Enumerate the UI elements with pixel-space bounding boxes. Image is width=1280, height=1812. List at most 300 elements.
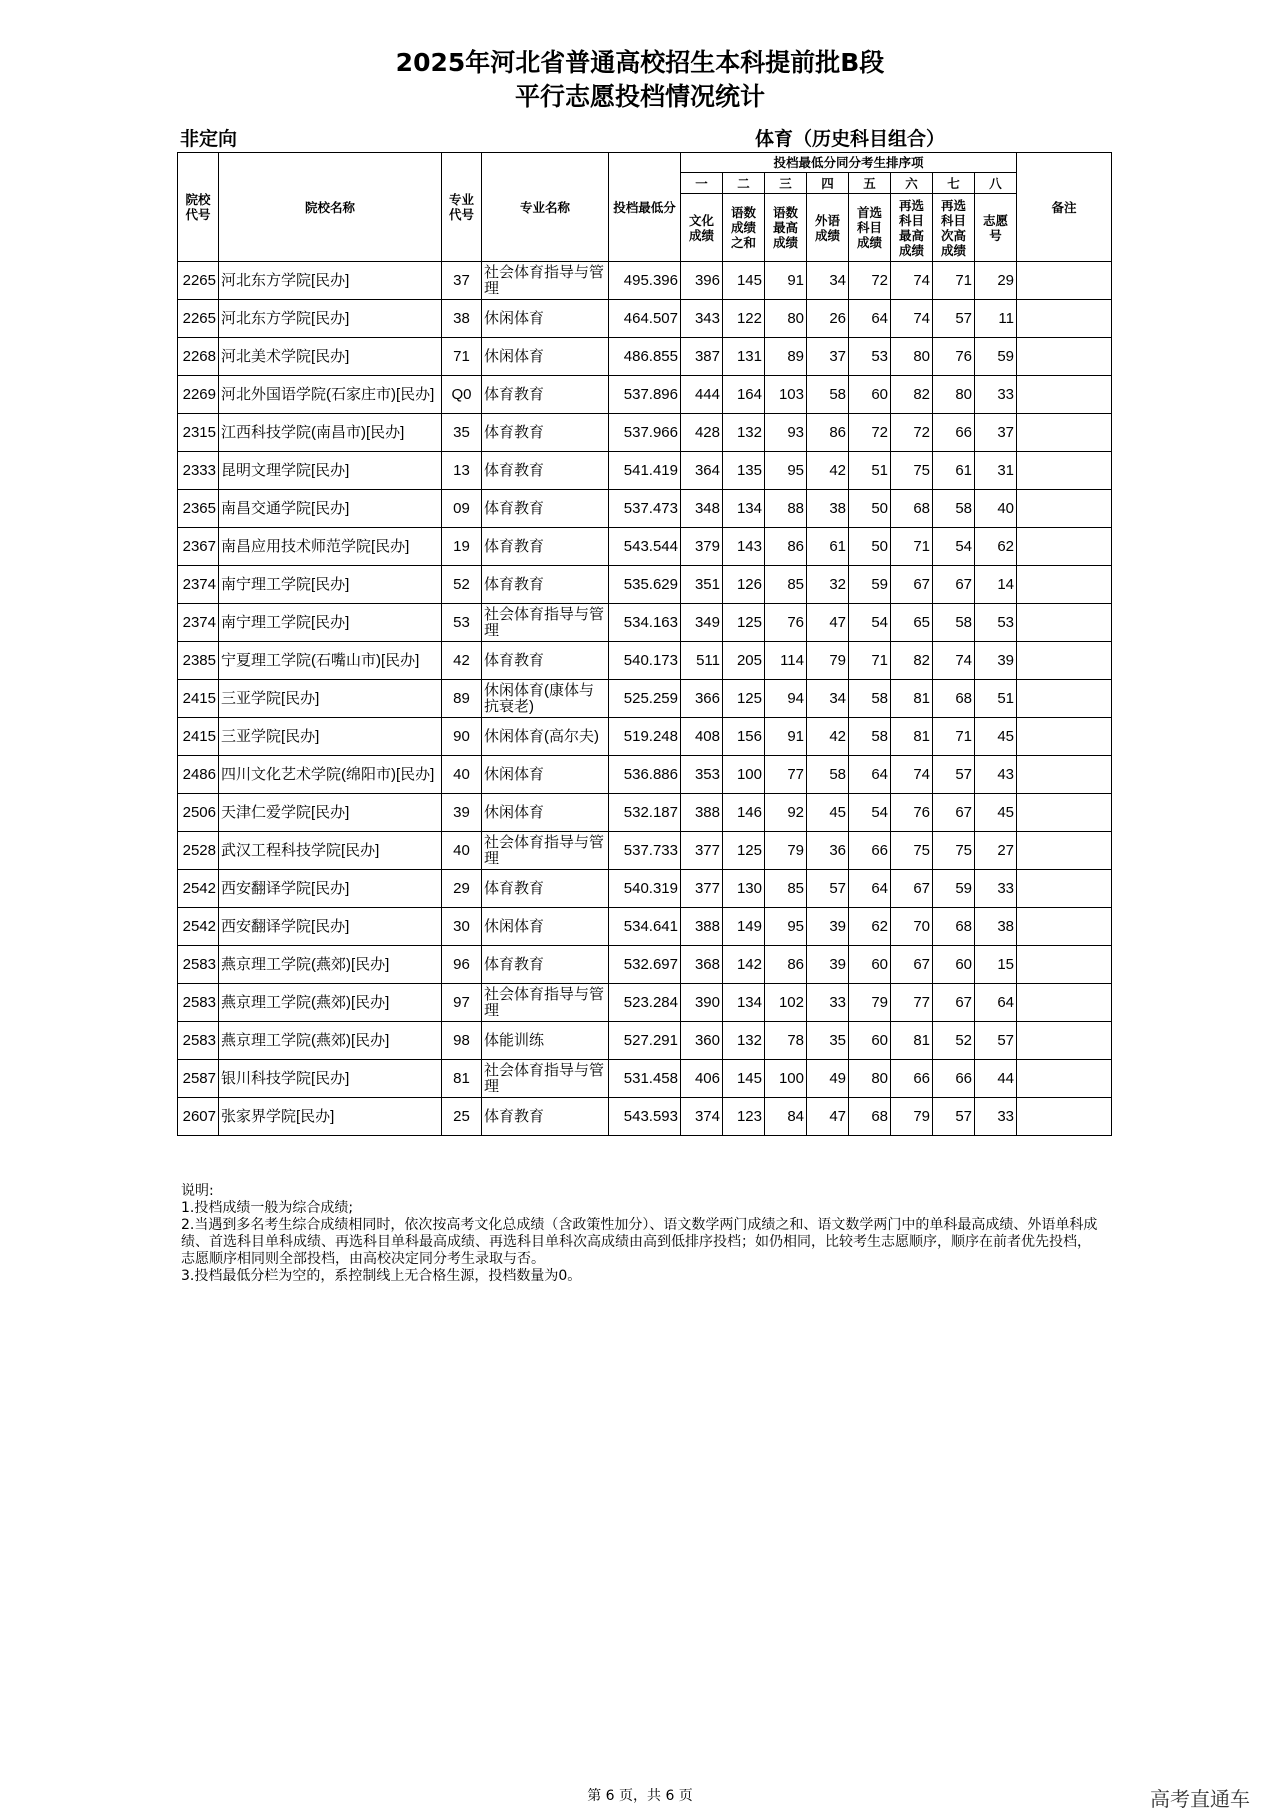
cell-min-score: 486.855: [609, 338, 681, 376]
cell-sort-item-8: 29: [975, 262, 1017, 300]
cell-sort-item-7: 66: [933, 1060, 975, 1098]
cell-major-name: 社会体育指导与管理: [482, 984, 609, 1022]
header-sort-item-7: 再选科目次高成绩: [933, 194, 975, 262]
cell-school-code: 2365: [178, 490, 219, 528]
cell-sort-item-7: 68: [933, 908, 975, 946]
cell-major-name: 休闲体育: [482, 300, 609, 338]
cell-major-name: 社会体育指导与管理: [482, 1060, 609, 1098]
cell-sort-item-6: 75: [891, 452, 933, 490]
table-row: [178, 794, 1112, 832]
cell-sort-item-4: 34: [807, 262, 849, 300]
cell-min-score: 523.284: [609, 984, 681, 1022]
cell-sort-item-5: 72: [849, 414, 891, 452]
cell-sort-item-6: 66: [891, 1060, 933, 1098]
cell-sort-item-3: 86: [765, 946, 807, 984]
cell-major-code: 19: [442, 528, 482, 566]
note-line: 说明:: [181, 1183, 214, 1199]
cell-sort-item-3: 100: [765, 1060, 807, 1098]
cell-major-code: 71: [442, 338, 482, 376]
cell-school-code: 2542: [178, 870, 219, 908]
cell-major-code: 90: [442, 718, 482, 756]
header-rank-7: 七: [933, 173, 975, 194]
header-rank-1: 一: [681, 173, 723, 194]
cell-major-name: 社会体育指导与管理: [482, 832, 609, 870]
cell-sort-item-8: 53: [975, 604, 1017, 642]
cell-sort-item-4: 33: [807, 984, 849, 1022]
cell-sort-item-1: 374: [681, 1098, 723, 1136]
cell-sort-item-8: 45: [975, 718, 1017, 756]
cell-school-name: 河北东方学院[民办]: [219, 300, 442, 338]
cell-sort-item-4: 34: [807, 680, 849, 718]
cell-major-name: 体育教育: [482, 946, 609, 984]
cell-sort-item-7: 66: [933, 414, 975, 452]
cell-sort-item-4: 58: [807, 376, 849, 414]
cell-major-code: 52: [442, 566, 482, 604]
cell-sort-item-6: 77: [891, 984, 933, 1022]
cell-remark: [1017, 338, 1112, 376]
header-remark: 备注: [1017, 153, 1112, 262]
header-sort-item-2: 语数成绩之和: [723, 194, 765, 262]
cell-major-code: 40: [442, 832, 482, 870]
cell-sort-item-5: 79: [849, 984, 891, 1022]
cell-sort-item-3: 88: [765, 490, 807, 528]
cell-sort-item-5: 72: [849, 262, 891, 300]
cell-major-code: 37: [442, 262, 482, 300]
cell-sort-item-2: 132: [723, 1022, 765, 1060]
table-row: [178, 1060, 1112, 1098]
cell-sort-item-3: 91: [765, 262, 807, 300]
cell-sort-item-3: 89: [765, 338, 807, 376]
cell-sort-item-3: 77: [765, 756, 807, 794]
table-row: [178, 642, 1112, 680]
cell-sort-item-4: 58: [807, 756, 849, 794]
cell-min-score: 540.173: [609, 642, 681, 680]
cell-major-name: 体育教育: [482, 642, 609, 680]
cell-major-name: 社会体育指导与管理: [482, 262, 609, 300]
cell-sort-item-5: 59: [849, 566, 891, 604]
cell-school-code: 2374: [178, 604, 219, 642]
cell-major-name: 休闲体育: [482, 756, 609, 794]
cell-sort-item-7: 58: [933, 604, 975, 642]
cell-sort-item-2: 125: [723, 832, 765, 870]
cell-sort-item-4: 38: [807, 490, 849, 528]
table-row: [178, 946, 1112, 984]
header-sort-item-8: 志愿号: [975, 194, 1017, 262]
cell-major-code: 29: [442, 870, 482, 908]
cell-sort-item-5: 58: [849, 680, 891, 718]
cell-sort-item-5: 54: [849, 604, 891, 642]
cell-sort-item-3: 84: [765, 1098, 807, 1136]
header-school-name: 院校名称: [219, 153, 442, 262]
table-row: [178, 338, 1112, 376]
cell-sort-item-7: 67: [933, 566, 975, 604]
cell-min-score: 543.593: [609, 1098, 681, 1136]
cell-remark: [1017, 490, 1112, 528]
cell-min-score: 537.473: [609, 490, 681, 528]
cell-sort-item-1: 406: [681, 1060, 723, 1098]
cell-sort-item-3: 92: [765, 794, 807, 832]
cell-school-code: 2506: [178, 794, 219, 832]
cell-sort-item-7: 57: [933, 756, 975, 794]
cell-sort-item-1: 377: [681, 832, 723, 870]
cell-sort-item-4: 42: [807, 718, 849, 756]
cell-sort-item-5: 50: [849, 490, 891, 528]
cell-sort-item-2: 131: [723, 338, 765, 376]
cell-school-name: 张家界学院[民办]: [219, 1098, 442, 1136]
cell-sort-item-7: 57: [933, 300, 975, 338]
cell-major-name: 休闲体育: [482, 338, 609, 376]
cell-remark: [1017, 794, 1112, 832]
cell-sort-item-7: 60: [933, 946, 975, 984]
cell-min-score: 541.419: [609, 452, 681, 490]
cell-school-code: 2528: [178, 832, 219, 870]
cell-sort-item-2: 145: [723, 262, 765, 300]
header-rank-6: 六: [891, 173, 933, 194]
cell-school-name: 南昌交通学院[民办]: [219, 490, 442, 528]
cell-school-name: 三亚学院[民办]: [219, 680, 442, 718]
cell-sort-item-7: 80: [933, 376, 975, 414]
cell-sort-item-2: 126: [723, 566, 765, 604]
cell-major-name: 体育教育: [482, 566, 609, 604]
cell-sort-item-7: 52: [933, 1022, 975, 1060]
cell-sort-item-3: 103: [765, 376, 807, 414]
cell-sort-item-1: 388: [681, 794, 723, 832]
cell-school-code: 2367: [178, 528, 219, 566]
cell-sort-item-5: 62: [849, 908, 891, 946]
cell-sort-item-1: 388: [681, 908, 723, 946]
cell-sort-item-1: 360: [681, 1022, 723, 1060]
cell-sort-item-2: 130: [723, 870, 765, 908]
cell-sort-item-4: 36: [807, 832, 849, 870]
cell-sort-item-7: 76: [933, 338, 975, 376]
cell-sort-item-3: 79: [765, 832, 807, 870]
cell-sort-item-5: 58: [849, 718, 891, 756]
cell-sort-item-5: 71: [849, 642, 891, 680]
cell-sort-item-5: 60: [849, 946, 891, 984]
cell-remark: [1017, 566, 1112, 604]
cell-sort-item-1: 444: [681, 376, 723, 414]
cell-sort-item-4: 37: [807, 338, 849, 376]
cell-sort-item-6: 81: [891, 1022, 933, 1060]
cell-major-name: 休闲体育: [482, 908, 609, 946]
cell-school-code: 2583: [178, 946, 219, 984]
cell-sort-item-8: 57: [975, 1022, 1017, 1060]
brand-watermark: 高考直通车: [1150, 1787, 1250, 1811]
cell-sort-item-8: 64: [975, 984, 1017, 1022]
table-row: [178, 300, 1112, 338]
cell-major-name: 体育教育: [482, 376, 609, 414]
cell-major-code: 42: [442, 642, 482, 680]
header-rank-4: 四: [807, 173, 849, 194]
cell-min-score: 532.697: [609, 946, 681, 984]
cell-sort-item-7: 57: [933, 1098, 975, 1136]
cell-major-name: 体育教育: [482, 490, 609, 528]
cell-sort-item-2: 142: [723, 946, 765, 984]
cell-remark: [1017, 452, 1112, 490]
cell-sort-item-5: 51: [849, 452, 891, 490]
cell-remark: [1017, 1022, 1112, 1060]
cell-sort-item-2: 100: [723, 756, 765, 794]
cell-min-score: 531.458: [609, 1060, 681, 1098]
header-min-score: 投档最低分: [609, 153, 681, 262]
cell-sort-item-7: 75: [933, 832, 975, 870]
cell-sort-item-7: 67: [933, 794, 975, 832]
cell-sort-item-7: 61: [933, 452, 975, 490]
cell-school-name: 河北美术学院[民办]: [219, 338, 442, 376]
header-sort-item-5: 首选科目成绩: [849, 194, 891, 262]
cell-school-name: 河北外国语学院(石家庄市)[民办]: [219, 376, 442, 414]
header-rank-3: 三: [765, 173, 807, 194]
page-title: 2025年河北省普通高校招生本科提前批B段: [395, 48, 885, 77]
subject-group-label: 体育（历史科目组合）: [755, 128, 946, 150]
table-row: [178, 756, 1112, 794]
cell-school-code: 2583: [178, 1022, 219, 1060]
cell-min-score: 537.966: [609, 414, 681, 452]
cell-remark: [1017, 376, 1112, 414]
cell-major-code: 53: [442, 604, 482, 642]
cell-sort-item-3: 85: [765, 870, 807, 908]
cell-school-code: 2333: [178, 452, 219, 490]
cell-sort-item-1: 353: [681, 756, 723, 794]
cell-sort-item-2: 164: [723, 376, 765, 414]
cell-sort-item-6: 81: [891, 680, 933, 718]
cell-major-name: 社会体育指导与管理: [482, 604, 609, 642]
cell-sort-item-4: 57: [807, 870, 849, 908]
cell-min-score: 519.248: [609, 718, 681, 756]
notes: [181, 1183, 1101, 1285]
table-row: [178, 414, 1112, 452]
cell-school-code: 2268: [178, 338, 219, 376]
cell-school-name: 燕京理工学院(燕郊)[民办]: [219, 1022, 442, 1060]
cell-sort-item-8: 39: [975, 642, 1017, 680]
cell-sort-item-4: 47: [807, 604, 849, 642]
cell-sort-item-6: 70: [891, 908, 933, 946]
cell-sort-item-4: 42: [807, 452, 849, 490]
table-row: [178, 566, 1112, 604]
cell-sort-item-4: 45: [807, 794, 849, 832]
cell-sort-item-5: 64: [849, 756, 891, 794]
cell-sort-item-1: 387: [681, 338, 723, 376]
cell-sort-item-6: 82: [891, 642, 933, 680]
cell-school-code: 2587: [178, 1060, 219, 1098]
header-rank-2: 二: [723, 173, 765, 194]
cell-sort-item-8: 11: [975, 300, 1017, 338]
cell-sort-item-8: 37: [975, 414, 1017, 452]
cell-sort-item-8: 51: [975, 680, 1017, 718]
cell-sort-item-8: 15: [975, 946, 1017, 984]
table-row: [178, 528, 1112, 566]
cell-sort-item-1: 511: [681, 642, 723, 680]
cell-school-name: 宁夏理工学院(石嘴山市)[民办]: [219, 642, 442, 680]
cell-school-code: 2385: [178, 642, 219, 680]
cell-sort-item-5: 64: [849, 300, 891, 338]
cell-sort-item-3: 85: [765, 566, 807, 604]
header-tie-group: 投档最低分同分考生排序项: [681, 153, 1017, 173]
cell-sort-item-7: 67: [933, 984, 975, 1022]
cell-sort-item-3: 95: [765, 908, 807, 946]
cell-sort-item-1: 396: [681, 262, 723, 300]
header-sort-item-4: 外语成绩: [807, 194, 849, 262]
cell-sort-item-6: 67: [891, 566, 933, 604]
cell-major-code: 98: [442, 1022, 482, 1060]
table-row: [178, 1022, 1112, 1060]
cell-school-name: 四川文化艺术学院(绵阳市)[民办]: [219, 756, 442, 794]
cell-sort-item-4: 39: [807, 908, 849, 946]
header-rank-5: 五: [849, 173, 891, 194]
cell-major-code: 38: [442, 300, 482, 338]
cell-min-score: 532.187: [609, 794, 681, 832]
cell-min-score: 534.641: [609, 908, 681, 946]
page-footer: 第 6 页，共 6 页: [587, 1788, 693, 1804]
cell-sort-item-4: 39: [807, 946, 849, 984]
cell-sort-item-8: 45: [975, 794, 1017, 832]
cell-major-code: 25: [442, 1098, 482, 1136]
cell-school-name: 南昌应用技术师范学院[民办]: [219, 528, 442, 566]
cell-min-score: 527.291: [609, 1022, 681, 1060]
page-subtitle: 平行志愿投档情况统计: [514, 82, 765, 111]
cell-remark: [1017, 680, 1112, 718]
cell-sort-item-3: 78: [765, 1022, 807, 1060]
cell-sort-item-3: 80: [765, 300, 807, 338]
cell-min-score: 536.886: [609, 756, 681, 794]
cell-school-code: 2415: [178, 680, 219, 718]
cell-school-code: 2542: [178, 908, 219, 946]
cell-sort-item-7: 59: [933, 870, 975, 908]
cell-major-code: 81: [442, 1060, 482, 1098]
cell-sort-item-2: 135: [723, 452, 765, 490]
cell-sort-item-1: 377: [681, 870, 723, 908]
cell-major-name: 体育教育: [482, 414, 609, 452]
cell-sort-item-7: 71: [933, 262, 975, 300]
cell-sort-item-8: 33: [975, 870, 1017, 908]
cell-sort-item-5: 60: [849, 1022, 891, 1060]
cell-sort-item-6: 67: [891, 946, 933, 984]
table-row: [178, 452, 1112, 490]
cell-min-score: 525.259: [609, 680, 681, 718]
cell-sort-item-6: 68: [891, 490, 933, 528]
cell-min-score: 464.507: [609, 300, 681, 338]
note-line: 2.当遇到多名考生综合成绩相同时，依次按高考文化总成绩（含政策性加分）、语文数学两门成绩之和、语文数学两门中的单科最高成绩、外语单科成绩、首选科目单科成绩、再选科目单科最高成绩、再选科目单科次高成绩由高到低排序投档；如仍相同，比较考生志愿顺序，顺序在前者优先投档，志愿顺序相同则全部投档，由高校决定同分考生录取与否。: [181, 1217, 1098, 1267]
cell-school-code: 2583: [178, 984, 219, 1022]
cell-sort-item-1: 364: [681, 452, 723, 490]
cell-sort-item-6: 72: [891, 414, 933, 452]
cell-sort-item-8: 38: [975, 908, 1017, 946]
cell-sort-item-4: 79: [807, 642, 849, 680]
cell-school-name: 南宁理工学院[民办]: [219, 604, 442, 642]
cell-sort-item-2: 146: [723, 794, 765, 832]
cell-remark: [1017, 984, 1112, 1022]
cell-sort-item-4: 49: [807, 1060, 849, 1098]
cell-sort-item-6: 71: [891, 528, 933, 566]
cell-major-code: 40: [442, 756, 482, 794]
note-line: 1.投档成绩一般为综合成绩;: [181, 1200, 354, 1216]
cell-sort-item-1: 379: [681, 528, 723, 566]
cell-min-score: 495.396: [609, 262, 681, 300]
cell-sort-item-2: 145: [723, 1060, 765, 1098]
cell-major-code: Q0: [442, 376, 482, 414]
cell-school-name: 昆明文理学院[民办]: [219, 452, 442, 490]
cell-remark: [1017, 946, 1112, 984]
cell-sort-item-3: 94: [765, 680, 807, 718]
cell-major-name: 体育教育: [482, 870, 609, 908]
cell-school-code: 2265: [178, 262, 219, 300]
cell-school-name: 江西科技学院(南昌市)[民办]: [219, 414, 442, 452]
cell-school-code: 2374: [178, 566, 219, 604]
cell-sort-item-3: 76: [765, 604, 807, 642]
cell-min-score: 535.629: [609, 566, 681, 604]
cell-school-name: 河北东方学院[民办]: [219, 262, 442, 300]
cell-sort-item-2: 125: [723, 680, 765, 718]
cell-sort-item-2: 149: [723, 908, 765, 946]
cell-remark: [1017, 414, 1112, 452]
header-sort-item-6: 再选科目最高成绩: [891, 194, 933, 262]
cell-min-score: 543.544: [609, 528, 681, 566]
cell-remark: [1017, 1098, 1112, 1136]
cell-school-code: 2265: [178, 300, 219, 338]
table-row: [178, 490, 1112, 528]
table-row: [178, 604, 1112, 642]
cell-school-name: 天津仁爱学院[民办]: [219, 794, 442, 832]
cell-sort-item-3: 93: [765, 414, 807, 452]
cell-major-code: 35: [442, 414, 482, 452]
header-rank-8: 八: [975, 173, 1017, 194]
cell-sort-item-2: 156: [723, 718, 765, 756]
admission-table: [177, 152, 1112, 1136]
table-row: [178, 870, 1112, 908]
cell-sort-item-8: 14: [975, 566, 1017, 604]
cell-major-name: 休闲体育: [482, 794, 609, 832]
cell-school-name: 燕京理工学院(燕郊)[民办]: [219, 984, 442, 1022]
cell-min-score: 537.733: [609, 832, 681, 870]
cell-major-code: 89: [442, 680, 482, 718]
cell-sort-item-6: 80: [891, 338, 933, 376]
cell-sort-item-8: 33: [975, 1098, 1017, 1136]
cell-school-code: 2315: [178, 414, 219, 452]
cell-sort-item-8: 27: [975, 832, 1017, 870]
cell-sort-item-6: 74: [891, 300, 933, 338]
cell-min-score: 537.896: [609, 376, 681, 414]
cell-major-code: 09: [442, 490, 482, 528]
cell-major-name: 体育教育: [482, 528, 609, 566]
cell-sort-item-2: 122: [723, 300, 765, 338]
cell-sort-item-8: 40: [975, 490, 1017, 528]
cell-sort-item-6: 74: [891, 756, 933, 794]
cell-school-name: 西安翻译学院[民办]: [219, 908, 442, 946]
cell-sort-item-4: 32: [807, 566, 849, 604]
cell-sort-item-6: 65: [891, 604, 933, 642]
cell-sort-item-4: 47: [807, 1098, 849, 1136]
cell-sort-item-3: 114: [765, 642, 807, 680]
cell-remark: [1017, 1060, 1112, 1098]
cell-sort-item-4: 35: [807, 1022, 849, 1060]
cell-remark: [1017, 528, 1112, 566]
cell-sort-item-7: 74: [933, 642, 975, 680]
cell-sort-item-5: 50: [849, 528, 891, 566]
cell-sort-item-4: 26: [807, 300, 849, 338]
table-row: [178, 376, 1112, 414]
cell-min-score: 534.163: [609, 604, 681, 642]
cell-sort-item-1: 390: [681, 984, 723, 1022]
cell-sort-item-2: 134: [723, 984, 765, 1022]
cell-sort-item-4: 86: [807, 414, 849, 452]
cell-remark: [1017, 604, 1112, 642]
cell-major-code: 39: [442, 794, 482, 832]
cell-school-name: 银川科技学院[民办]: [219, 1060, 442, 1098]
cell-sort-item-7: 54: [933, 528, 975, 566]
table-body: [178, 262, 1112, 1136]
cell-sort-item-5: 66: [849, 832, 891, 870]
cell-sort-item-8: 59: [975, 338, 1017, 376]
